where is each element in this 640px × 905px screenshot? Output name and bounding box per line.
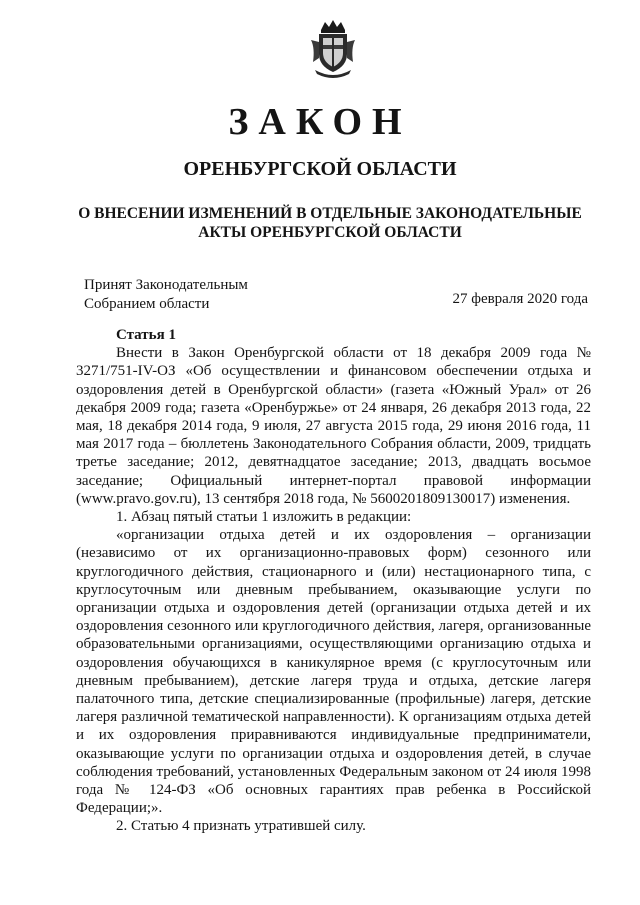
coat-of-arms-icon [307,18,359,78]
adoption-line-2: Собранием области [84,296,210,312]
subject-line-1: О ВНЕСЕНИИ ИЗМЕНЕНИЙ В ОТДЕЛЬНЫЕ ЗАКОНОДАТЕЛЬНЫЕ [78,205,582,222]
adoption-line-1: Принят Законодательным [84,277,248,293]
adoption-date: 27 февраля 2020 года [452,291,588,307]
document-region: ОРЕНБУРГСКОЙ ОБЛАСТИ [183,158,457,180]
document-body [76,326,591,836]
article-quote: «организации отдыха детей и их оздоровления – организации (независимо от их организационно-правовых форм) сезонного или круглогодичного действия, стационарного и (или) нестационарного типа, с круглосуточным или дневным пребыванием, оказывающие услуги по организации отдыха и оздоровления детей (организации отдыха детей и их оздоровления сезонного или круглогодичного действия, лагеря, организованные образовательными организациями, осуществляющими организацию отдыха и оздоровления обучающихся в каникулярное время (с круглосуточным или дневным пребыванием), детские лагеря труда и отдыха, детские лагеря палаточного типа, детские специализированные (профильные) лагеря, детские лагеря различной тематической направленности). К организациям отдыха детей и их оздоровления приравниваются индивидуальные предприниматели, оказывающие услуги по организации отдыха и оздоровления детей, в случае соблюдения требований, установленных Федеральным законом от 24 июля 1998 года № 124-ФЗ «Об основных гарантиях прав ребенка в Российской Федерации;». [76,527,591,817]
article-intro: Внести в Закон Оренбургской области от 18 декабря 2009 года № 3271/751-IV-ОЗ «Об осуществлении и финансовом обеспечении отдыха и оздоровления детей в Оренбургской области» (газета «Южный Урал» от 26 декабря 2009 года; газета «Оренбуржье» от 24 января, 26 декабря 2013 года, 22 мая, 18 декабря 2014 года, 9 июля, 27 августа 2015 года, 29 июня 2016 года, 11 мая 2017 года – бюллетень Законодательного Собрания области, 2009, тридцать третье заседание; 2012, девятнадцатое заседание; 2013, двадцать восьмое заседание; Официальный интернет-портал правовой информации (www.pravo.gov.ru), 13 сентября 2018 года, № 5600201809130017) изменения. [76,345,591,507]
document-subject [60,204,600,242]
document-title: ЗАКОН [228,101,412,143]
adoption-note [84,276,248,314]
subject-line-2: АКТЫ ОРЕНБУРГСКОЙ ОБЛАСТИ [198,224,462,241]
article-title: Статья 1 [116,327,176,343]
article-item-1: 1. Абзац пятый статьи 1 изложить в редакции: [116,509,412,526]
article-item-2: 2. Статью 4 признать утратившей силу. [116,818,366,835]
